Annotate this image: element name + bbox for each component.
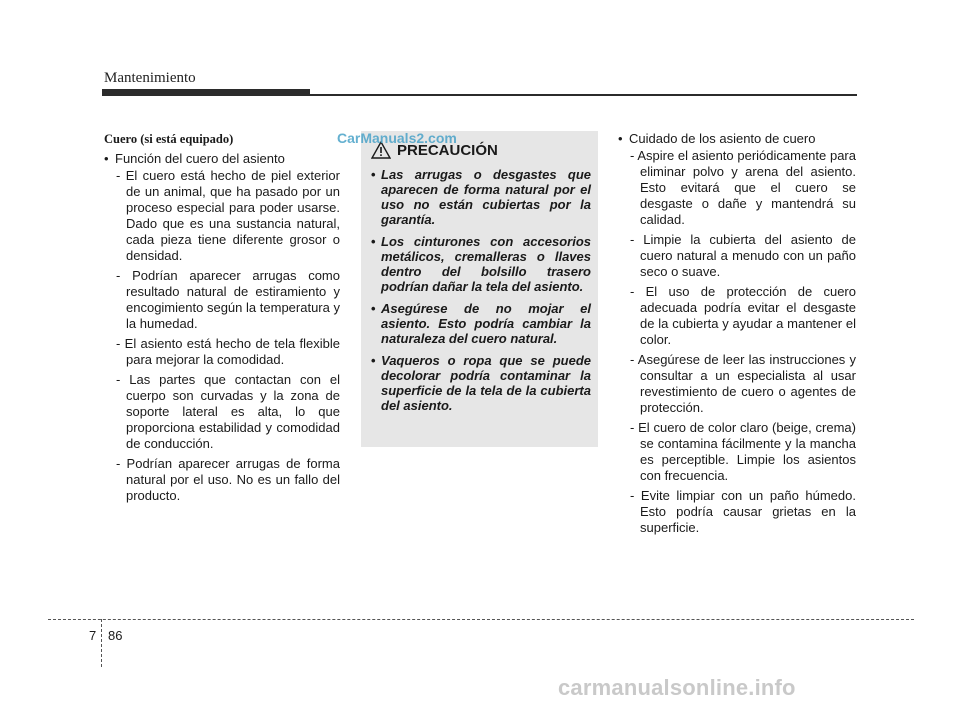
caution-list: [371, 167, 591, 420]
watermark-bottom: carmanualsonline.info: [558, 675, 796, 700]
caution-title: PRECAUCIÓN: [397, 141, 498, 159]
header-bar-thin: [310, 94, 857, 96]
left-sub-list: [104, 168, 340, 504]
caution-box: [361, 131, 598, 447]
list-item: - Asegúrese de leer las instrucciones y consultar a un especialista al usar revestimiento de cuero o agentes de protección.: [618, 352, 856, 416]
list-item: • Vaqueros o ropa que se puede decolorar podría contaminar la superficie de la tela de la cubierta del asiento.: [371, 353, 591, 413]
header-bar-thick: [102, 89, 310, 96]
list-item: - El uso de protección de cuero adecuada podría evitar el desgaste de la cubierta y ayudar a mantener el color.: [618, 284, 856, 348]
page-number: 86: [108, 628, 123, 643]
left-column: [104, 131, 340, 508]
list-item: - Podrían aparecer arrugas de forma natural por el uso. No es un fallo del producto.: [104, 456, 340, 504]
footer-rule: [48, 619, 914, 620]
list-item: - Podrían aparecer arrugas como resultado natural de estiramiento y encogimiento según la temperatura y la humedad.: [104, 268, 340, 332]
list-item: - El cuero de color claro (beige, crema) se contamina fácilmente y la mancha es perceptible. Limpie los asientos con frecuencia.: [618, 420, 856, 484]
list-item: - Las partes que contactan con el cuerpo son curvadas y la zona de soporte lateral es alta, lo que proporciona estabilidad y comodidad de conducción.: [104, 372, 340, 452]
list-item: • Las arrugas o desgastes que aparecen de forma natural por el uso no están cubiertas por la garantía.: [371, 167, 591, 227]
watermark-top: CarManuals2.com: [337, 130, 457, 146]
page-chapter: 7: [89, 628, 97, 643]
list-item: - Evite limpiar con un paño húmedo. Esto podría causar grietas en la superficie.: [618, 488, 856, 536]
bullet-leather-function: • Función del cuero del asiento: [104, 151, 340, 167]
right-column: [618, 131, 856, 540]
footer-divider: [101, 619, 102, 667]
section-heading: Cuero (si está equipado): [104, 132, 234, 146]
list-item: - El cuero está hecho de piel exterior de un animal, que ha pasado por un proceso especial para poder usarse. Dado que es una sustancia natural, cada pieza tiene diferente grosor o densidad.: [104, 168, 340, 264]
right-sub-list: [618, 148, 856, 536]
list-item: - Limpie la cubierta del asiento de cuero natural a menudo con un paño seco o suave.: [618, 232, 856, 280]
bullet-leather-care: • Cuidado de los asiento de cuero: [618, 131, 856, 147]
header-title: Mantenimiento: [104, 70, 196, 86]
list-item: • Los cinturones con accesorios metálicos, cremalleras o llaves dentro del bolsillo trasero podrían dañar la tela del asiento.: [371, 234, 591, 294]
list-item: - Aspire el asiento periódicamente para eliminar polvo y arena del asiento. Esto evitará que el cuero se desgaste o dañe y mantendrá su calidad.: [618, 148, 856, 228]
list-item: • Asegúrese de no mojar el asiento. Esto podría cambiar la naturaleza del cuero natural.: [371, 301, 591, 346]
list-item: - El asiento está hecho de tela flexible para mejorar la comodidad.: [104, 336, 340, 368]
